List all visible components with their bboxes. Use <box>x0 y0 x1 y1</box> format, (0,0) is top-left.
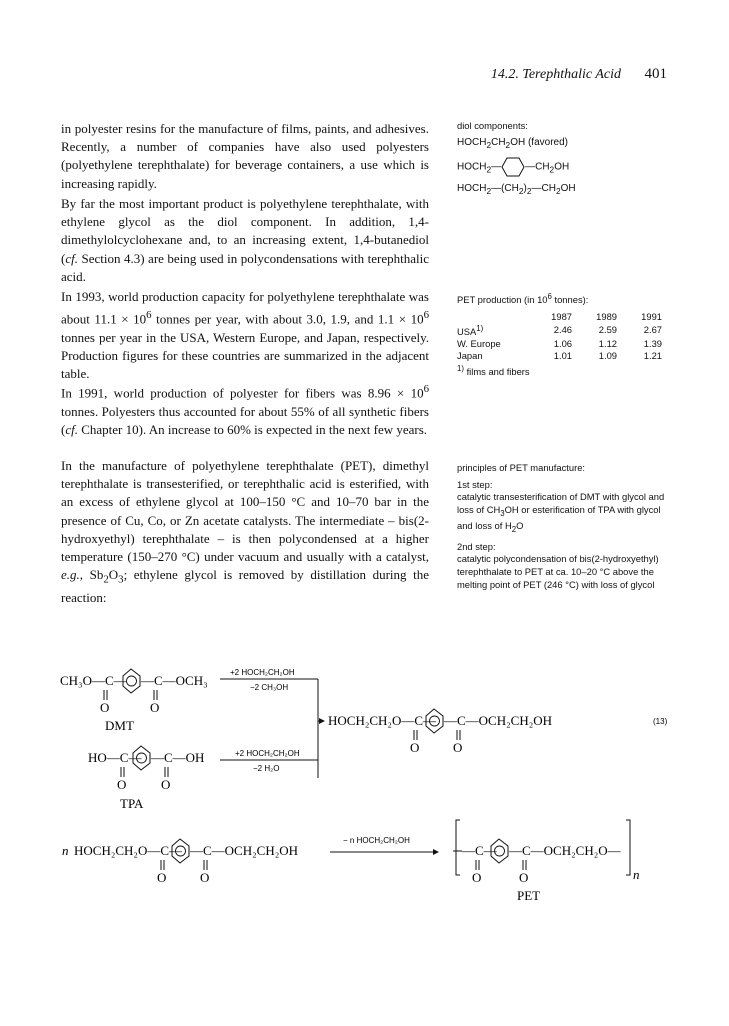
principles-title: principles of PET manufacture: <box>457 462 586 473</box>
ethylene-glycol-formula: $HOCH_2CH_2OH$ (favored) <box>457 136 568 150</box>
polycondensation-reactant <box>62 839 298 885</box>
dmt-label: DMT <box>105 718 134 733</box>
main-paragraph-2: By far the most important product is polyethylene terephthalate, with ethylene glycol as the diol component. In addition, 1,4-dimethylolcyclohexane and, to an increasing extent, 1,4-butanediol (cf. Section 4.3) are being used in polycondensations with terephthalic acid. <box>61 196 429 284</box>
sidebar-diol-components <box>457 120 669 204</box>
step1-text: catalytic transesterification of DMT with glycol and loss of $CH_3OH$ or esterification of TPA with glycol and loss of $H_2O$ <box>457 491 665 535</box>
pet-label: PET <box>517 888 541 903</box>
butanediol-formula: $HOCH_2—(CH_2)_2—CH_2OH$ <box>457 183 576 197</box>
svg-text:CH₃O—C—: CH₃O—C— <box>60 673 127 688</box>
equation-number: (13) <box>653 717 668 726</box>
svg-text:O: O <box>117 777 127 792</box>
tpa-label: TPA <box>120 796 144 811</box>
sidebar-pet-production <box>457 291 669 378</box>
svg-text:O: O <box>100 700 110 715</box>
section-title: 14.2. Terephthalic Acid <box>490 67 621 82</box>
svg-text:O: O <box>157 870 167 885</box>
main-paragraph-1: in polyester resins for the manufacture of films, paints, and adhesives. Recently, a number of companies have also used polyesters (polyethylene terephthalate) for beverage containers, a use which is increasing rapidly. <box>61 121 429 191</box>
step1-title: 1st step: <box>457 478 493 490</box>
svg-text:n: n <box>633 867 640 882</box>
svg-text:HO—C—: HO—C— <box>88 750 142 765</box>
table-row: W. Europe 1.06 1.12 1.39 <box>457 338 662 350</box>
svg-text:O: O <box>453 740 463 755</box>
main-paragraph-3: In 1993, world production capacity for polyethylene terephthalate was about $11.1 \times 10^6$ tonnes per year, with about 3.0, 1.9, and $1.1 \times 10^6$ tonnes per year in the USA, Western Europe, and Japan, respectively. Production figures for these countries are summarized in the adjacent table. <box>61 289 430 382</box>
bhet-structure <box>328 709 552 755</box>
reagent-methanol: −2 CH₃OH <box>250 683 289 692</box>
svg-text:O: O <box>150 700 160 715</box>
reagent-glycol-loss: − n HOCH₂CH₂OH <box>343 836 410 845</box>
running-header <box>491 66 667 83</box>
svg-text:—C—OH: —C—OH <box>151 750 205 765</box>
reagent-glycol-dmt: +2 HOCH₂CH₂OH <box>230 668 295 677</box>
svg-text:HOCH₂CH₂O—C—: HOCH₂CH₂O—C— <box>328 713 437 728</box>
svg-text:O: O <box>410 740 420 755</box>
table-row: Japan 1.01 1.09 1.21 <box>457 350 662 362</box>
table-row: USA$^{1)}$ 2.46 2.59 2.67 <box>457 323 662 338</box>
svg-text:—C—: —C— <box>462 843 497 858</box>
year-header: 1989 <box>596 310 617 322</box>
diol-title: diol components: <box>457 120 528 131</box>
svg-text:—C—OCH₂CH₂OH: —C—OCH₂CH₂OH <box>444 713 553 728</box>
svg-text:—C—OCH₂CH₂O—: —C—OCH₂CH₂O— <box>509 843 621 858</box>
tpa-structure <box>88 746 204 811</box>
cyclohexane-ring-icon <box>501 157 525 177</box>
pet-table-title: PET production (in $10^6$ tonnes): <box>457 292 589 306</box>
dmt-structure <box>60 669 208 733</box>
pet-production-table <box>457 311 662 363</box>
svg-text:n: n <box>62 843 69 858</box>
step2-text: catalytic polycondensation of bis(2-hydroxyethyl) terephthalate to PET at ca. 10–20 °C above the melting point of PET (246 °C) with loss of glycol <box>457 553 659 590</box>
table-footnote: $^{1)}$ films and fibers <box>457 363 530 377</box>
svg-text:O: O <box>161 777 171 792</box>
reagent-glycol-tpa: +2 HOCH₂CH₂OH <box>235 749 300 758</box>
svg-text:O: O <box>200 870 210 885</box>
cyclohexanedimethanol-formula: $HOCH_2—$ $—CH_2OH$ <box>457 157 669 177</box>
svg-text:—C—OCH₂CH₂OH: —C—OCH₂CH₂OH <box>190 843 299 858</box>
reagent-water: −2 H₂O <box>253 764 280 773</box>
year-header: 1987 <box>551 310 572 322</box>
svg-text:O: O <box>519 870 529 885</box>
main-paragraph-4: In 1991, world production of polyester for fibers was $8.96 \times 10^6$ tonnes. Polyesters thus accounted for about 55% of all synthetic fibers (cf. Chapter 10). An increase to 60% is expected in the next few years. <box>61 383 429 437</box>
page-number: 401 <box>644 66 667 82</box>
step2-title: 2nd step: <box>457 540 496 552</box>
svg-text:—C—OCH₃: —C—OCH₃ <box>141 673 208 688</box>
svg-text:HOCH₂CH₂O—C—: HOCH₂CH₂O—C— <box>74 843 183 858</box>
svg-text:O: O <box>472 870 482 885</box>
pet-structure <box>453 820 640 903</box>
table-header-row <box>457 311 662 323</box>
reaction-scheme-svg <box>60 650 700 903</box>
year-header: 1991 <box>641 310 662 322</box>
main-paragraph-5: In the manufacture of polyethylene terephthalate (PET), dimethyl terephthalate is transesterified, or terephthalic acid is esterified, with an excess of ethylene glycol at 100–150 °C and 10–70 bar in the presence of Cu, Co, or Zn acetate catalysts. The intermediate – bis(2-hydroxyethyl) terephthalate – is then polycondensed at a higher temperature (150–270 °C) under vacuum and usually with a catalyst, e.g., $Sb_2O_3$; ethylene glycol is removed by distillation during the reaction: <box>61 458 429 606</box>
reaction-scheme <box>60 650 700 903</box>
sidebar-principles <box>457 462 669 591</box>
